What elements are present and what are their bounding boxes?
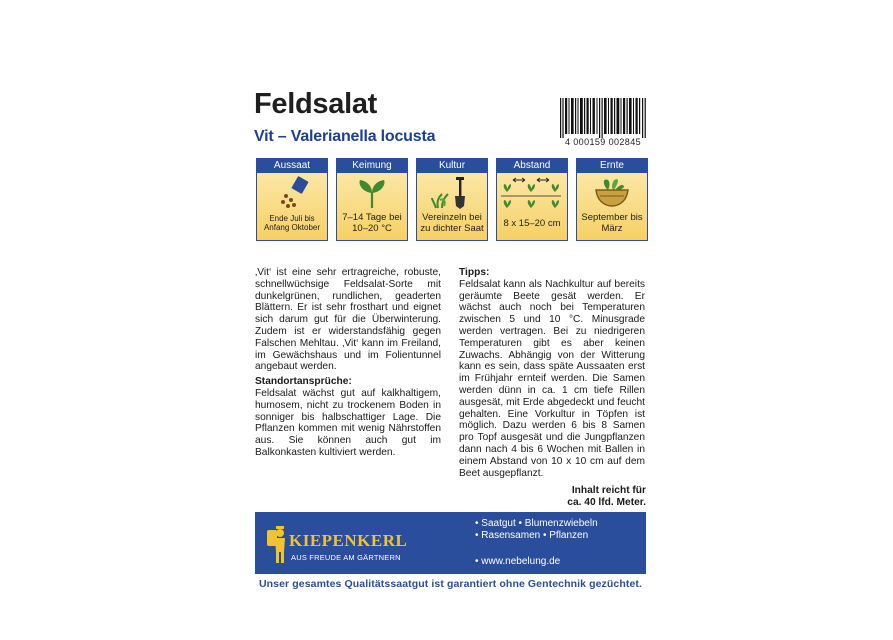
brand-tagline: AUS FREUDE AM GÄRTNERN: [291, 553, 401, 562]
product-title: Feldsalat: [254, 88, 378, 120]
product-subtitle: Vit – Valerianella locusta: [254, 128, 436, 145]
location-heading: Standortansprüche:: [255, 376, 352, 388]
seed-packet-icon: [272, 176, 312, 210]
gmo-free-statement: Unser gesamtes Qualitätssaatgut ist garantiert ohne Gentechnik gezüchtet.: [258, 578, 643, 590]
icon-card-keimung: [336, 158, 408, 241]
list-item: • Rasensamen • Pflanzen: [475, 530, 589, 541]
barcode-number: 4 000159 002845: [564, 137, 642, 147]
icon-card-text: 8 x 15–20 cm: [503, 217, 561, 229]
icon-card-heading: Aussaat: [257, 159, 327, 173]
svg-text:KIEPENKERL: KIEPENKERL: [289, 531, 408, 550]
icon-card-ernte: [576, 158, 648, 241]
location-text: Feldsalat wächst gut auf kalkhaltigem, humosem, nicht zu trockenem Boden in sonniger bis halbschattiger Lage. Die Pflanzen kommen mit wenig Nährstoffen aus. Sie können auch gut im Balkonkasten kultiviert werden.: [255, 387, 441, 458]
tips-heading: Tipps:: [459, 267, 490, 278]
variety-description: ‚Vit‘ ist eine sehr ertragreiche, robuste, schnellwüchsige Feldsalat-Sorte mit dunkelgrünen, rundlichen, geaderten Blättern. Er ist sehr frosthart und eignet sich darum gut für die Überwinterung. Zudem ist er widerstandsfähig gegen Falschen Mehltau. ‚Vit‘ kann im Freiland, im Gewächshaus und im Folientunnel angebaut werden.: [255, 267, 441, 373]
icon-card-heading: Kultur: [417, 159, 487, 173]
content-note-line: Inhalt reicht für: [571, 485, 646, 496]
icon-card-kultur: [416, 158, 488, 241]
icon-card-heading: Abstand: [497, 159, 567, 173]
kiepenkerl-logo: [289, 530, 419, 550]
list-item: • Saatgut • Blumenzwiebeln: [475, 518, 598, 529]
brand-bar: [255, 512, 646, 574]
spacing-icon: [499, 176, 565, 210]
tips-column: [459, 267, 645, 479]
brand-website: • www.nebelung.de: [475, 556, 561, 567]
harvest-bowl-icon: [590, 176, 634, 210]
icon-card-text: 7–14 Tage bei 10–20 °C: [342, 212, 402, 234]
content-note: [542, 485, 646, 509]
icon-card-text: Ende Juli bis Anfang Oktober: [263, 214, 321, 232]
icon-card-heading: Keimung: [337, 159, 407, 173]
seed-packet-back: [252, 88, 646, 598]
icon-card-heading: Ernte: [577, 159, 647, 173]
icon-card-abstand: [496, 158, 568, 241]
seedling-icon: [352, 176, 392, 210]
tips-text: Feldsalat kann als Nachkultur auf bereits geräumte Beete gesät werden. Er wächst auch noch bei Temperaturen zwischen 5 und 10 °C. Minusgrade werden vertragen. Bei zu niedrigeren Temperaturen gibt es aber keinen Zuwachs. Abhängig von der Witterung kann es sein, dass späte Aussaaten erst im Frühjahr ernteif werden. Die Samen werden dünn in ca. 1 cm tiefe Rillen ausgesät, mit Erde abgedeckt und feucht gehalten. Eine Vorkultur in Töpfen ist möglich. Dazu werden 6 bis 8 Samen pro Topf ausgesät und die Jungpflanzen dann nach 4 bis 6 Wochen mit Ballen in einem Abstand von 10 x 10 cm auf dem Beet ausgepflanzt.: [459, 278, 645, 479]
product-range-list: [475, 518, 645, 542]
icon-card-text: Vereinzeln bei zu dichter Saat: [420, 212, 484, 234]
description-column: [255, 267, 441, 459]
icon-card-aussaat: [256, 158, 328, 241]
icon-card-text: September bis März: [581, 212, 643, 234]
barcode-icon: [560, 98, 646, 138]
spade-icon: [430, 176, 474, 210]
kiepenkerl-figure-icon: [265, 526, 287, 564]
cultivation-icon-row: [256, 158, 648, 241]
content-note-line: ca. 40 lfd. Meter.: [567, 497, 646, 508]
